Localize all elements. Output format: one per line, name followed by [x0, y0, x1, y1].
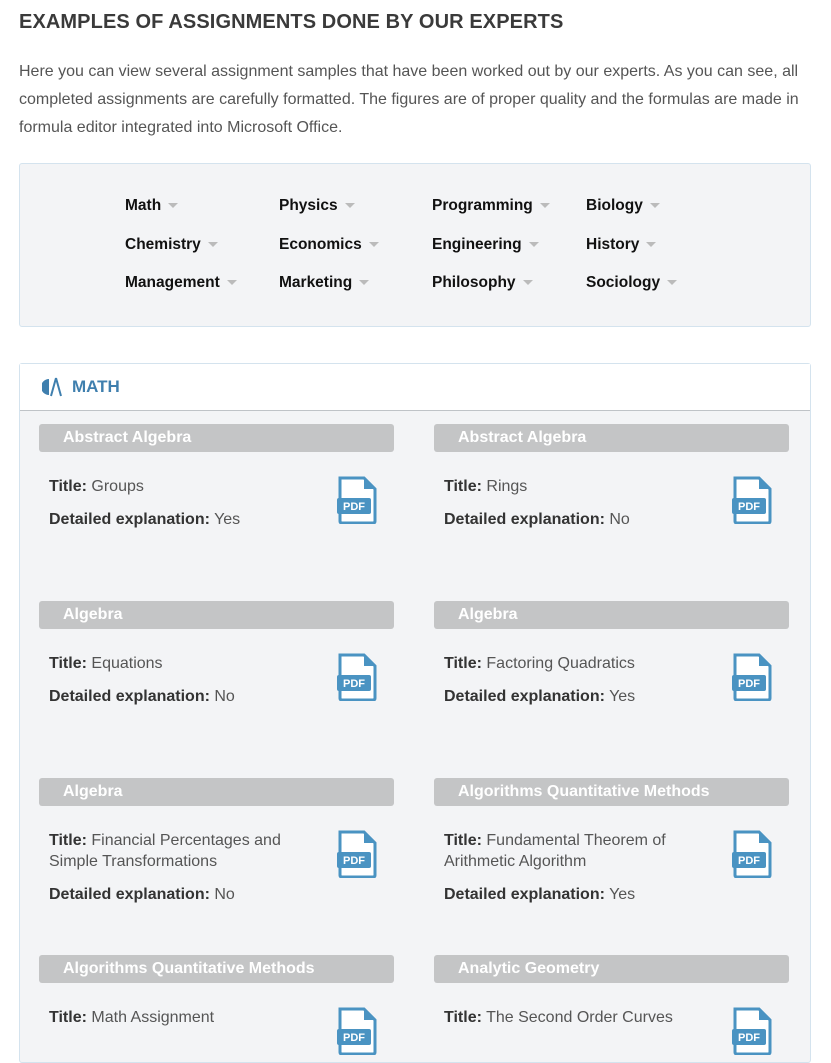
caret-down-icon: [369, 242, 379, 247]
category-math[interactable]: [125, 197, 178, 215]
caret-down-icon: [345, 203, 355, 208]
title-value: Fundamental Theorem of Arithmetic Algorithm: [444, 832, 666, 870]
detailed-label: Detailed explanation:: [49, 688, 210, 705]
category-management[interactable]: [125, 274, 237, 292]
card-title: [444, 1007, 714, 1028]
category-label: Philosophy: [432, 274, 516, 291]
svg-text:PDF: PDF: [738, 1032, 760, 1044]
category-label: Marketing: [279, 274, 353, 291]
title-value: Factoring Quadratics: [486, 655, 635, 672]
sample-card: [39, 601, 394, 705]
caret-down-icon: [359, 280, 369, 285]
caret-down-icon: [523, 280, 533, 285]
card-subject: Algorithms Quantitative Methods: [39, 955, 394, 983]
card-subject: Algebra: [39, 601, 394, 629]
card-subject: Abstract Algebra: [434, 424, 789, 452]
pdf-download-icon[interactable]: [732, 1007, 772, 1055]
title-label: Title:: [444, 478, 482, 495]
category-label: Programming: [432, 197, 533, 214]
sample-card: [434, 955, 789, 1044]
panel-title: MATH: [72, 377, 120, 396]
caret-down-icon: [667, 280, 677, 285]
page-title: EXAMPLES OF ASSIGNMENTS DONE BY OUR EXPERTS: [19, 11, 564, 33]
detailed-value: No: [609, 511, 630, 528]
pdf-download-icon[interactable]: [337, 476, 377, 524]
category-label: Management: [125, 274, 220, 291]
detailed-value: Yes: [609, 688, 636, 705]
svg-text:PDF: PDF: [738, 678, 760, 690]
caret-down-icon: [227, 280, 237, 285]
sample-card: [434, 424, 789, 528]
category-filter: [19, 163, 811, 327]
sample-card: [39, 424, 394, 528]
detailed-label: Detailed explanation:: [49, 886, 210, 903]
caret-down-icon: [646, 242, 656, 247]
title-value: Equations: [91, 655, 163, 672]
sample-card: [39, 778, 394, 903]
pdf-download-icon[interactable]: [337, 830, 377, 878]
card-subject: Abstract Algebra: [39, 424, 394, 452]
detailed-value: Yes: [609, 886, 636, 903]
card-title: [49, 653, 319, 674]
title-label: Title:: [444, 655, 482, 672]
card-detailed: [49, 884, 319, 905]
svg-text:PDF: PDF: [738, 855, 760, 867]
category-label: Chemistry: [125, 236, 201, 253]
detailed-label: Detailed explanation:: [49, 511, 210, 528]
sample-card: [39, 955, 394, 1044]
category-economics[interactable]: [279, 236, 379, 254]
title-value: The Second Order Curves: [486, 1009, 673, 1026]
category-label: Physics: [279, 197, 338, 214]
caret-down-icon: [208, 242, 218, 247]
svg-text:PDF: PDF: [343, 501, 365, 513]
category-label: Biology: [586, 197, 643, 214]
category-label: Economics: [279, 236, 362, 253]
category-label: Sociology: [586, 274, 661, 291]
category-sociology[interactable]: [586, 274, 677, 292]
title-value: Groups: [91, 478, 144, 495]
category-philosophy[interactable]: [432, 274, 533, 292]
svg-text:PDF: PDF: [343, 1032, 365, 1044]
card-title: [49, 476, 319, 497]
title-label: Title:: [49, 478, 87, 495]
title-value: Rings: [486, 478, 528, 495]
caret-down-icon: [650, 203, 660, 208]
detailed-label: Detailed explanation:: [444, 511, 605, 528]
pdf-download-icon[interactable]: [732, 476, 772, 524]
card-title: [49, 1007, 319, 1028]
svg-text:PDF: PDF: [343, 855, 365, 867]
detailed-label: Detailed explanation:: [444, 886, 605, 903]
panel-header: [20, 364, 810, 411]
title-label: Title:: [444, 832, 482, 849]
card-detailed: [49, 686, 319, 707]
sample-card: [434, 601, 789, 705]
card-subject: Algorithms Quantitative Methods: [434, 778, 789, 806]
title-value: Financial Percentages and Simple Transformations: [49, 832, 281, 870]
card-detailed: [444, 884, 714, 905]
category-engineering[interactable]: [432, 236, 539, 254]
card-detailed: [49, 509, 319, 530]
card-title: [444, 653, 714, 674]
sample-card: [434, 778, 789, 903]
category-physics[interactable]: [279, 197, 355, 215]
category-marketing[interactable]: [279, 274, 369, 292]
category-label: Math: [125, 197, 162, 214]
detailed-value: No: [214, 886, 235, 903]
card-title: [444, 830, 714, 872]
card-subject: Algebra: [434, 601, 789, 629]
svg-text:PDF: PDF: [738, 501, 760, 513]
category-biology[interactable]: [586, 197, 660, 215]
title-value: Math Assignment: [91, 1009, 215, 1026]
pdf-download-icon[interactable]: [732, 830, 772, 878]
category-label: Engineering: [432, 236, 522, 253]
detailed-label: Detailed explanation:: [444, 688, 605, 705]
card-title: [444, 476, 714, 497]
detailed-value: No: [214, 688, 235, 705]
pdf-download-icon[interactable]: [337, 653, 377, 701]
compass-icon: [42, 376, 64, 398]
intro-text: Here you can view several assignment samples that have been worked out by our experts. As you can see, all completed assignments are carefully formatted. The figures are of proper quality and the formulas are made in formula editor integrated into Microsoft Office.: [19, 63, 799, 136]
card-subject: Analytic Geometry: [434, 955, 789, 983]
title-label: Title:: [49, 832, 87, 849]
category-chemistry[interactable]: [125, 236, 218, 254]
title-label: Title:: [49, 655, 87, 672]
pdf-download-icon[interactable]: [732, 653, 772, 701]
category-label: History: [586, 236, 640, 253]
category-history[interactable]: [586, 236, 656, 254]
card-detailed: [444, 509, 714, 530]
svg-text:PDF: PDF: [343, 678, 365, 690]
caret-down-icon: [168, 203, 178, 208]
title-label: Title:: [49, 1009, 87, 1026]
caret-down-icon: [540, 203, 550, 208]
card-subject: Algebra: [39, 778, 394, 806]
title-label: Title:: [444, 1009, 482, 1026]
card-detailed: [444, 686, 714, 707]
detailed-value: Yes: [214, 511, 241, 528]
category-programming[interactable]: [432, 197, 550, 215]
math-panel: [19, 363, 811, 1063]
caret-down-icon: [529, 242, 539, 247]
card-title: [49, 830, 319, 872]
pdf-download-icon[interactable]: [337, 1007, 377, 1055]
